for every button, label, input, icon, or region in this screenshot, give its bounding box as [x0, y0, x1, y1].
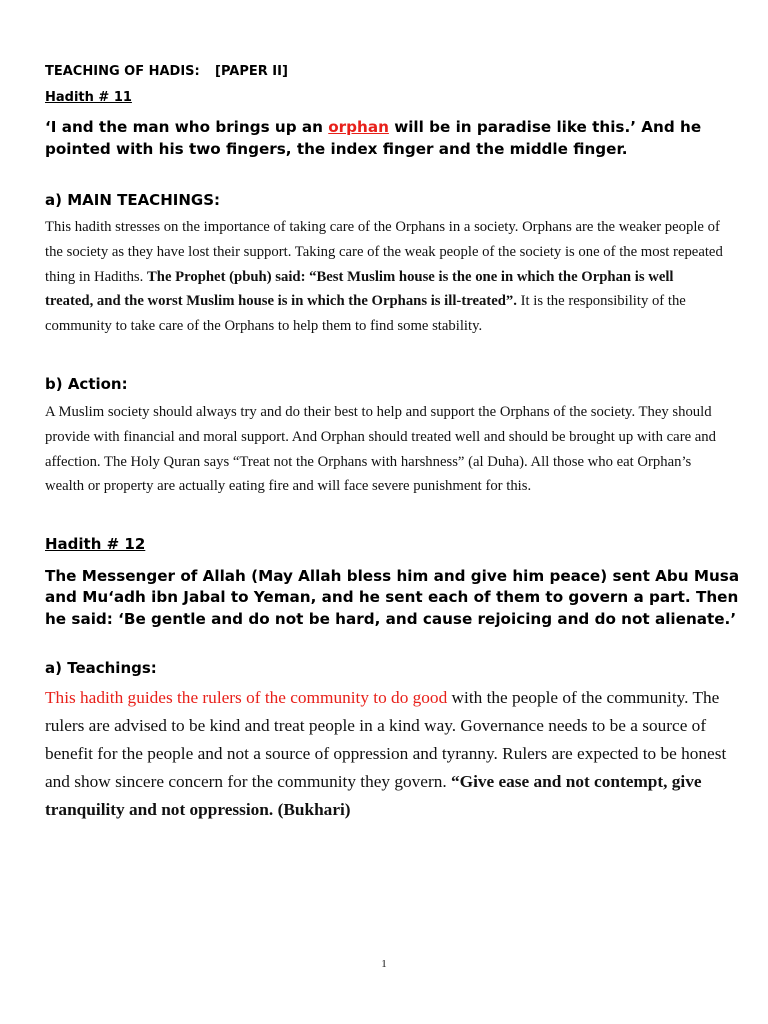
hadith-11-quote [45, 117, 745, 160]
document-title [45, 64, 735, 79]
quote-11-end: will be in paradise like this.’ And he pointed with his two fingers, the index finger and the middle finger. [45, 118, 702, 158]
page-number: 1 [381, 958, 387, 970]
paper-label: [PAPER II] [215, 64, 288, 79]
hadith-12-quote: The Messenger of Allah (May Allah bless him and give him peace) sent Abu Musa and Mu‘adh ibn Jabal to Yeman, and he sent each of them to govern a part. Then he said: ‘Be gentle and do not be hard, and cause rejoicing and do not alienate.’ [45, 567, 740, 628]
quote-11-start: ‘I and the man who brings up an [45, 118, 329, 136]
hadith-12-heading: Hadith # 12 [45, 535, 146, 553]
main-teachings-paragraph [45, 215, 725, 339]
main-teachings-heading: a) MAIN TEACHINGS: [45, 191, 220, 209]
orphan-highlight: orphan [328, 118, 389, 136]
action-heading: b) Action: [45, 375, 128, 393]
bukhari-quote: “Give ease and not contempt, give tranquility and not oppression. (Bukhari) [45, 772, 702, 819]
rulers-highlight: This hadith guides the rulers of the community to do good [45, 688, 448, 707]
prophet-saying: The Prophet (pbuh) said: “Best Muslim house is the one in which the Orphan is well treated, and the worst Muslim house is in which the Orphans is ill-treated”. [45, 268, 674, 310]
action-paragraph: A Muslim society should always try and do their best to help and support the Orphans of the society. They should provide with financial and moral support. And Orphan should treated well and should be brought up with care and affection. The Holy Quran says “Treat not the Orphans with harshness” (al Duha). All those who eat Orphan’s wealth or property are actually eating fire and will face severe punishment for this. [45, 404, 716, 495]
teachings-paragraph [45, 684, 735, 824]
hadith-11-heading: Hadith # 11 [45, 90, 132, 105]
teachings-text-1: This hadith stresses on the importance of taking care of the Orphans in a society. Orphans are the weaker people of the society as they have lost their support. Taking care of the weak people of the society is one of the most repeated thing in Hadiths. [45, 219, 723, 285]
teachings-heading: a) Teachings: [45, 659, 157, 677]
teachings-text-2: It is the responsibility of the community to take care of the Orphans to help them to find some stability. [45, 293, 686, 335]
title-text: TEACHING OF HADIS: [45, 64, 200, 79]
teachings-body: with the people of the community. The rulers are advised to be kind and treat people in a kind way. Governance needs to be a source of benefit for the people and not a source of oppression and tyranny. Rulers are expected to be honest and show sincere concern for the community they govern. [45, 688, 727, 791]
